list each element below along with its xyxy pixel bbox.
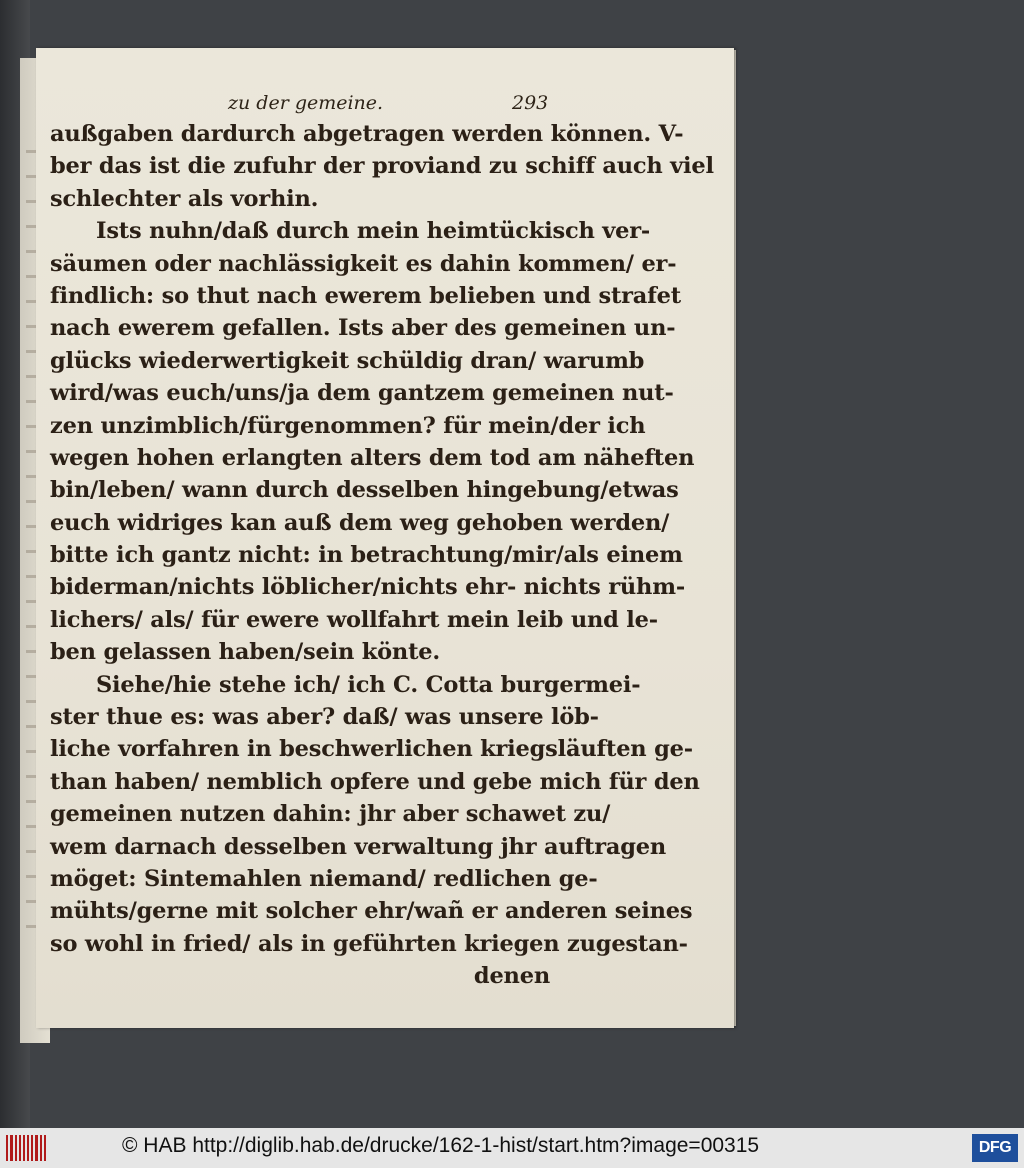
- hab-barcode-icon: [6, 1135, 46, 1161]
- catchword: denen: [473, 963, 550, 990]
- text-line: ben gelassen haben/sein könte.: [50, 639, 441, 666]
- text-line: gemeinen nutzen dahin: jhr aber schawet zu/: [50, 801, 611, 828]
- text-line: than haben/ nemblich opfere und gebe mich für den: [50, 768, 700, 795]
- text-line: mühts/gerne mit solcher ehr/wañ er anderen seines: [50, 898, 693, 925]
- text-line: bitte ich gantz nicht: in betrachtung/mir/als einem: [50, 542, 683, 569]
- text-line: findlich: so thut nach ewerem belieben und strafet: [50, 282, 681, 309]
- text-line: außgaben dardurch abgetragen werden können. V-: [50, 121, 684, 147]
- text-line: so wohl in fried/ als in geführten kriegen zugestan-: [50, 930, 688, 957]
- book-page: [36, 48, 734, 1028]
- text-line: möget: Sintemahlen niemand/ redlichen ge-: [50, 865, 598, 892]
- text-line: glücks wiederwertigkeit schüldig dran/ warumb: [50, 347, 645, 374]
- text-line: euch widriges kan auß dem weg gehoben werden/: [50, 509, 670, 536]
- text-line: nach ewerem gefallen. Ists aber des gemeinen un-: [50, 315, 676, 342]
- text-line: zen unzimblich/fürgenommen? für mein/der ich: [50, 412, 646, 439]
- running-head: zu der gemeine.: [228, 92, 384, 114]
- text-line: ster thue es: was aber? daß/ was unsere löb-: [50, 704, 599, 731]
- body-text: [50, 118, 714, 993]
- text-line: lichers/ als/ für ewere wollfahrt mein leib und le-: [50, 606, 658, 633]
- page-number: 293: [512, 92, 549, 114]
- text-line: bin/leben/ wann durch desselben hingebung/etwas: [50, 477, 679, 504]
- page-header: [36, 92, 734, 118]
- footer-bar: [0, 1128, 1024, 1168]
- text-line: säumen oder nachlässigkeit es dahin kommen/ er-: [50, 250, 677, 277]
- text-line: Siehe/hie stehe ich/ ich C. Cotta burgermei-: [96, 671, 641, 698]
- text-line: biderman/nichts löblicher/nichts ehr- nichts rühm-: [50, 574, 685, 601]
- text-line: liche vorfahren in beschwerlichen kriegsläuften ge-: [50, 736, 693, 763]
- text-line: schlechter als vorhin.: [50, 185, 319, 212]
- text-line: wird/was euch/uns/ja dem gantzem gemeinen nut-: [50, 380, 674, 407]
- text-line: wem darnach desselben verwaltung jhr auftragen: [50, 833, 667, 860]
- copyright-link[interactable]: © HAB http://diglib.hab.de/drucke/162-1-hist/start.htm?image=00315: [122, 1134, 760, 1157]
- text-line: Ists nuhn/daß durch mein heimtückisch ver-: [96, 218, 651, 245]
- dfg-logo[interactable]: DFG: [972, 1134, 1018, 1162]
- text-line: ber das ist die zufuhr der proviand zu schiff auch viel: [50, 153, 714, 180]
- text-line: wegen hohen erlangten alters dem tod am näheften: [50, 444, 695, 471]
